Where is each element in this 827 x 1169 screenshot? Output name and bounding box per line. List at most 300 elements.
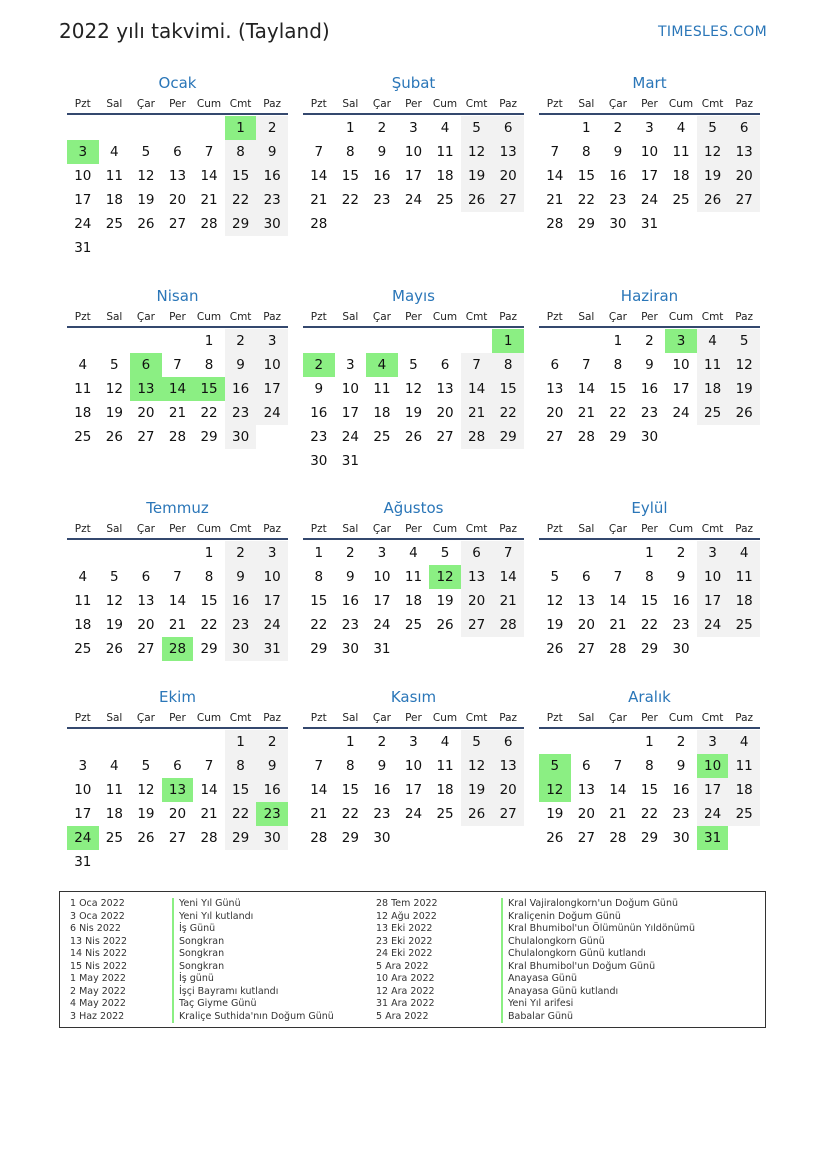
day-cell: 5	[728, 329, 760, 353]
day-cell: 10	[256, 565, 288, 589]
day-grid	[539, 541, 760, 661]
day-cell: 22	[200, 617, 218, 633]
day-cell: 4	[697, 329, 729, 353]
weekday-header	[539, 709, 760, 729]
day-cell: 22	[310, 617, 328, 633]
legend-holiday-name: Songkran	[172, 961, 224, 974]
day-cell: 12	[105, 381, 123, 397]
legend-holiday-name: Kral Bhumibol'un Ölümünün Yıldönümü	[501, 923, 695, 936]
day-cell: 16	[373, 168, 391, 184]
day-cell: 8	[645, 758, 654, 774]
day-cell: 18	[74, 405, 92, 421]
legend-row	[70, 1011, 370, 1024]
day-cell: 30	[225, 425, 257, 449]
weekday-label: Cmt	[229, 523, 252, 535]
month-3	[539, 71, 760, 236]
weekday-label: Per	[641, 523, 658, 535]
day-cell: 20	[137, 405, 155, 421]
empty-cell	[429, 329, 461, 353]
weekday-label: Per	[405, 98, 422, 110]
day-cell: 15	[225, 164, 257, 188]
day-cell: 24	[341, 429, 359, 445]
day-cell: 4	[110, 758, 119, 774]
day-cell: 9	[346, 569, 355, 585]
day-cell: 15	[640, 593, 659, 609]
empty-cell	[539, 541, 571, 565]
day-cell: 25	[436, 806, 454, 822]
day-cell: 16	[373, 782, 391, 798]
weekday-header	[67, 709, 288, 729]
day-cell: 27	[728, 188, 760, 212]
day-cell: 29	[609, 429, 627, 445]
day-cell: 3	[697, 730, 729, 754]
day-cell: 15	[577, 168, 595, 184]
month-11	[303, 685, 524, 850]
day-cell: 13	[436, 381, 454, 397]
legend-holiday-name: Kraliçenin Doğum Günü	[501, 911, 621, 924]
day-cell: 25	[404, 617, 423, 633]
legend-row	[376, 1011, 761, 1024]
empty-cell	[67, 116, 99, 140]
day-cell: 26	[137, 216, 155, 232]
day-cell: 29	[341, 830, 359, 846]
day-cell: 9	[645, 357, 654, 373]
weekday-label: Paz	[263, 98, 282, 110]
day-cell: 15	[341, 168, 359, 184]
day-cell: 22	[640, 617, 659, 633]
month-name: Ekim	[159, 688, 196, 706]
legend-row	[376, 973, 761, 986]
day-cell: 14	[310, 168, 328, 184]
day-cell: 5	[141, 144, 151, 160]
day-cell: 13	[728, 140, 760, 164]
day-cell: 14	[200, 168, 218, 184]
day-cell: 27	[546, 429, 564, 445]
weekday-label: Pzt	[546, 712, 563, 724]
day-cell: 23	[609, 192, 627, 208]
day-cell: 11	[74, 381, 92, 397]
month-9	[539, 496, 760, 661]
day-cell: 27	[137, 429, 155, 445]
day-cell: 4	[110, 144, 119, 160]
day-cell: 9	[377, 758, 387, 774]
day-cell: 1	[346, 120, 355, 136]
weekday-label: Per	[641, 712, 658, 724]
weekday-label: Cmt	[229, 98, 252, 110]
day-cell: 12	[546, 593, 564, 609]
legend-row	[70, 923, 370, 936]
day-cell: 29	[225, 212, 257, 236]
day-cell: 1	[613, 333, 623, 349]
day-cell: 20	[168, 192, 187, 208]
day-cell: 12	[137, 168, 155, 184]
weekday-label: Paz	[499, 98, 518, 110]
day-cell: 29	[640, 830, 659, 846]
legend-holiday-name: İş günü	[172, 973, 214, 986]
day-cell: 7	[314, 144, 324, 160]
legend-column-right	[376, 898, 761, 1023]
day-grid	[67, 541, 288, 661]
weekday-label: Çar	[608, 311, 627, 323]
weekday-label: Sal	[106, 712, 123, 724]
day-cell: 19	[546, 617, 564, 633]
legend-date: 12 Ağu 2022	[376, 910, 437, 922]
day-cell: 2	[256, 116, 288, 140]
legend-row	[70, 998, 370, 1011]
day-cell: 7	[173, 569, 182, 585]
legend-date: 12 Ara 2022	[376, 985, 435, 997]
weekday-label: Per	[169, 712, 186, 724]
empty-cell	[162, 730, 194, 754]
day-cell: 4	[409, 545, 418, 561]
day-cell: 12	[461, 754, 493, 778]
day-cell: 24	[74, 216, 92, 232]
day-cell: 5	[409, 357, 418, 373]
day-cell: 22	[577, 192, 595, 208]
weekday-label: Sal	[342, 712, 359, 724]
legend-column-left	[70, 898, 370, 1023]
day-cell: 21	[609, 806, 627, 822]
day-cell: 20	[492, 164, 524, 188]
day-cell: 6	[461, 541, 493, 565]
day-grid	[67, 116, 288, 260]
weekday-label: Pzt	[546, 98, 563, 110]
day-cell: 25	[105, 830, 123, 846]
brand-link[interactable]: TIMESLES.COM	[658, 24, 767, 40]
empty-cell	[539, 116, 571, 140]
day-cell: 16	[672, 782, 690, 798]
day-cell: 29	[492, 425, 524, 449]
weekday-label: Çar	[136, 98, 155, 110]
legend-date: 3 Oca 2022	[70, 910, 125, 922]
day-cell: 5	[141, 758, 151, 774]
day-cell: 2	[613, 120, 623, 136]
holiday-legend	[59, 891, 766, 1028]
day-cell: 7	[173, 357, 182, 373]
day-cell: 14	[546, 168, 564, 184]
day-grid	[303, 730, 524, 850]
holiday-day-cell: 3	[665, 329, 697, 353]
day-cell: 21	[168, 405, 187, 421]
day-cell: 19	[105, 617, 123, 633]
day-cell: 19	[137, 192, 155, 208]
day-cell: 27	[577, 641, 595, 657]
holiday-day-cell: 12	[539, 778, 571, 802]
day-cell: 30	[672, 641, 690, 657]
day-cell: 11	[728, 565, 760, 589]
legend-holiday-name: Kral Bhumibol'un Doğum Günü	[501, 961, 655, 974]
month-2	[303, 71, 524, 236]
day-cell: 29	[200, 429, 218, 445]
day-cell: 19	[461, 164, 493, 188]
day-cell: 8	[314, 569, 324, 585]
empty-cell	[602, 730, 634, 754]
month-name: Ağustos	[383, 499, 444, 517]
day-cell: 26	[461, 188, 493, 212]
day-cell: 27	[492, 188, 524, 212]
empty-cell	[571, 329, 603, 353]
empty-cell	[99, 541, 131, 565]
weekday-label: Cum	[196, 523, 222, 535]
day-cell: 11	[672, 144, 690, 160]
legend-row	[376, 936, 761, 949]
day-cell: 1	[645, 545, 654, 561]
day-cell: 24	[697, 613, 729, 637]
day-cell: 29	[225, 826, 257, 850]
weekday-label: Pzt	[310, 311, 327, 323]
holiday-day-cell: 14	[162, 377, 194, 401]
day-cell: 3	[256, 541, 288, 565]
legend-date: 6 Nis 2022	[70, 923, 121, 934]
month-name: Şubat	[391, 74, 436, 92]
day-cell: 20	[728, 164, 760, 188]
legend-row	[376, 986, 761, 999]
weekday-label: Sal	[578, 98, 595, 110]
day-cell: 10	[640, 144, 659, 160]
weekday-label: Cmt	[701, 523, 724, 535]
month-name: Aralık	[628, 688, 671, 706]
holiday-day-cell: 13	[130, 377, 162, 401]
day-cell: 14	[168, 593, 187, 609]
day-cell: 28	[168, 429, 187, 445]
day-cell: 17	[256, 377, 288, 401]
weekday-label: Cmt	[229, 712, 252, 724]
day-cell: 14	[577, 381, 595, 397]
day-cell: 26	[436, 617, 454, 633]
empty-cell	[571, 541, 603, 565]
weekday-label: Paz	[263, 712, 282, 724]
day-cell: 26	[697, 188, 729, 212]
weekday-label: Cmt	[229, 311, 252, 323]
day-cell: 5	[110, 569, 119, 585]
holiday-day-cell: 13	[162, 778, 194, 802]
day-cell: 17	[404, 168, 423, 184]
day-cell: 13	[492, 140, 524, 164]
day-cell: 6	[492, 730, 524, 754]
day-cell: 2	[225, 329, 257, 353]
empty-cell	[99, 730, 131, 754]
weekday-label: Cmt	[465, 98, 488, 110]
day-cell: 9	[225, 353, 257, 377]
day-cell: 29	[577, 216, 595, 232]
day-cell: 8	[645, 569, 654, 585]
day-cell: 7	[314, 758, 324, 774]
day-cell: 8	[225, 140, 257, 164]
day-cell: 23	[373, 192, 391, 208]
day-cell: 12	[697, 140, 729, 164]
day-cell: 9	[225, 565, 257, 589]
day-grid	[303, 329, 524, 473]
day-cell: 8	[204, 357, 214, 373]
day-cell: 27	[137, 641, 155, 657]
day-cell: 9	[256, 754, 288, 778]
weekday-label: Pzt	[310, 523, 327, 535]
day-cell: 7	[492, 541, 524, 565]
weekday-label: Cmt	[465, 311, 488, 323]
legend-holiday-name: Songkran	[172, 948, 224, 961]
empty-cell	[130, 541, 162, 565]
weekday-label: Pzt	[546, 311, 563, 323]
day-cell: 6	[550, 357, 560, 373]
day-cell: 21	[168, 617, 187, 633]
day-cell: 21	[310, 192, 328, 208]
day-cell: 24	[256, 401, 288, 425]
empty-cell	[539, 329, 571, 353]
day-cell: 16	[672, 593, 690, 609]
weekday-label: Çar	[136, 311, 155, 323]
weekday-label: Pzt	[74, 98, 91, 110]
empty-cell	[130, 116, 162, 140]
day-grid	[303, 116, 524, 236]
day-cell: 21	[609, 617, 627, 633]
weekday-label: Paz	[263, 523, 282, 535]
day-cell: 7	[582, 357, 591, 373]
holiday-day-cell: 15	[193, 377, 225, 401]
empty-cell	[99, 116, 131, 140]
day-cell: 21	[461, 401, 493, 425]
holiday-day-cell: 5	[539, 754, 571, 778]
day-cell: 28	[200, 830, 218, 846]
day-cell: 18	[404, 593, 423, 609]
day-cell: 22	[341, 806, 359, 822]
weekday-label: Per	[641, 98, 658, 110]
day-cell: 3	[78, 758, 88, 774]
month-4	[67, 284, 288, 449]
weekday-label: Per	[641, 311, 658, 323]
day-grid	[67, 730, 288, 874]
day-cell: 28	[609, 830, 627, 846]
day-cell: 4	[440, 734, 450, 750]
day-cell: 25	[672, 192, 690, 208]
day-cell: 10	[697, 565, 729, 589]
legend-row	[70, 961, 370, 974]
weekday-header	[539, 520, 760, 540]
legend-holiday-name: Chulalongkorn Günü	[501, 936, 605, 949]
day-cell: 18	[728, 778, 760, 802]
day-cell: 19	[137, 806, 155, 822]
day-cell: 23	[341, 617, 359, 633]
day-cell: 1	[204, 545, 214, 561]
legend-holiday-name: Anayasa Günü kutlandı	[501, 986, 618, 999]
day-cell: 13	[461, 565, 493, 589]
month-name: Nisan	[156, 287, 199, 305]
empty-cell	[335, 329, 367, 353]
day-cell: 24	[373, 617, 391, 633]
weekday-label: Sal	[578, 712, 595, 724]
weekday-label: Paz	[499, 311, 518, 323]
page-title: 2022 yılı takvimi. (Tayland)	[59, 19, 330, 43]
day-cell: 13	[137, 593, 155, 609]
day-cell: 4	[78, 569, 88, 585]
month-name: Temmuz	[146, 499, 209, 517]
day-cell: 12	[461, 140, 493, 164]
weekday-label: Pzt	[74, 712, 91, 724]
day-cell: 11	[105, 782, 123, 798]
day-cell: 16	[225, 589, 257, 613]
legend-row	[70, 898, 370, 911]
day-cell: 27	[168, 216, 187, 232]
day-cell: 5	[110, 357, 119, 373]
day-cell: 6	[141, 569, 151, 585]
weekday-label: Çar	[136, 712, 155, 724]
day-cell: 26	[728, 401, 760, 425]
day-cell: 7	[461, 353, 493, 377]
day-cell: 6	[582, 758, 591, 774]
day-cell: 23	[672, 617, 690, 633]
weekday-header	[303, 520, 524, 540]
empty-cell	[303, 116, 335, 140]
day-cell: 17	[256, 589, 288, 613]
weekday-header	[67, 520, 288, 540]
day-cell: 15	[310, 593, 328, 609]
weekday-label: Cum	[668, 311, 694, 323]
day-cell: 26	[546, 641, 564, 657]
weekday-label: Cum	[196, 311, 222, 323]
weekday-header	[539, 95, 760, 115]
month-7	[67, 496, 288, 661]
legend-holiday-name: İş Günü	[172, 923, 215, 936]
day-cell: 30	[672, 830, 690, 846]
weekday-label: Cmt	[701, 98, 724, 110]
day-cell: 28	[310, 216, 328, 232]
day-cell: 8	[346, 758, 355, 774]
day-cell: 11	[436, 758, 454, 774]
day-cell: 22	[200, 405, 218, 421]
day-cell: 10	[74, 782, 92, 798]
weekday-header	[303, 709, 524, 729]
day-cell: 16	[609, 168, 627, 184]
day-cell: 24	[256, 613, 288, 637]
legend-date: 14 Nis 2022	[70, 948, 127, 959]
day-cell: 2	[377, 120, 387, 136]
day-cell: 30	[310, 453, 328, 469]
month-10	[67, 685, 288, 874]
weekday-label: Paz	[499, 712, 518, 724]
day-cell: 10	[373, 569, 391, 585]
weekday-header	[67, 95, 288, 115]
day-grid	[303, 541, 524, 661]
day-cell: 21	[200, 192, 218, 208]
day-cell: 11	[697, 353, 729, 377]
day-cell: 23	[672, 806, 690, 822]
day-cell: 5	[461, 730, 493, 754]
day-cell: 16	[341, 593, 359, 609]
day-cell: 24	[404, 192, 423, 208]
legend-date: 1 May 2022	[70, 973, 126, 984]
day-cell: 21	[492, 589, 524, 613]
month-5	[303, 284, 524, 473]
day-cell: 20	[137, 617, 155, 633]
day-cell: 25	[697, 401, 729, 425]
day-cell: 20	[546, 405, 564, 421]
legend-holiday-name: Anayasa Günü	[501, 973, 577, 986]
weekday-label: Cum	[432, 712, 458, 724]
day-cell: 13	[577, 782, 595, 798]
day-cell: 28	[310, 830, 328, 846]
day-cell: 18	[373, 405, 391, 421]
day-cell: 10	[404, 144, 423, 160]
empty-cell	[67, 730, 99, 754]
weekday-label: Pzt	[74, 311, 91, 323]
legend-row	[376, 911, 761, 924]
day-cell: 29	[640, 641, 659, 657]
day-cell: 25	[74, 641, 92, 657]
weekday-label: Sal	[106, 311, 123, 323]
day-cell: 7	[204, 758, 214, 774]
day-cell: 1	[225, 730, 257, 754]
day-cell: 30	[256, 212, 288, 236]
day-cell: 27	[577, 830, 595, 846]
